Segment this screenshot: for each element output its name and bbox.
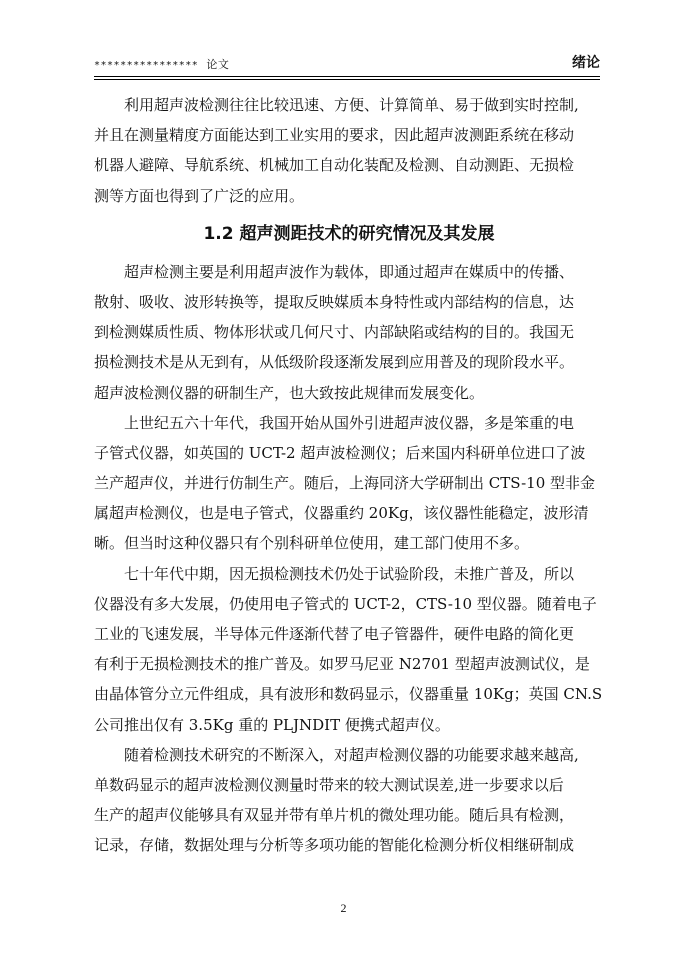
paragraph: [94, 559, 610, 740]
header-rule: [94, 76, 600, 77]
paragraph-line: 机器人避障、导航系统、机械加工自动化装配及检测、自动测距、无损检: [94, 156, 575, 175]
paragraph: [94, 90, 610, 211]
paragraph-line: 散射、吸收、波形转换等，提取反映媒质本身特性或内部结构的信息，达: [94, 292, 575, 311]
paragraph-line: 公司推出仅有 3.5Kg 重的 PLJNDIT 便携式超声仪。: [94, 715, 450, 734]
page-body: [94, 90, 610, 861]
section-body: [94, 257, 610, 861]
paragraph: [94, 408, 610, 559]
header-chapter-title: 绪论: [572, 55, 600, 71]
paragraph-line: 仪器没有多大发展，仍使用电子管式的 UCT-2，CTS-10 型仪器。随着电子: [94, 594, 597, 613]
paragraph-line: 测等方面也得到了广泛的应用。: [94, 186, 305, 205]
paragraph-line: 由晶体管分立元件组成，具有波形和数码显示，仪器重量 10Kg；英国 CN.S: [94, 685, 603, 704]
paragraph-line: 有利于无损检测技术的推广普及。如罗马尼亚 N2701 型超声波测试仪，是: [94, 655, 590, 674]
paragraph-line: 并且在测量精度方面能达到工业实用的要求，因此超声波测距系统在移动: [94, 126, 575, 145]
paragraph-line: 晰。但当时这种仪器只有个别科研单位使用，建工部门使用不多。: [94, 534, 530, 553]
paragraph-line: 超声波检测仪器的研制生产，也大致按此规律而发展变化。: [94, 383, 485, 402]
paragraph-line: 七十年代中期，因无损检测技术仍处于试验阶段，未推广普及，所以: [124, 564, 575, 583]
paragraph-line: 损检测技术是从无到有，从低级阶段逐渐发展到应用普及的现阶段水平。: [94, 353, 575, 372]
paragraph-line: 工业的飞速发展，半导体元件逐渐代替了电子管器件，硬件电路的简化更: [94, 625, 575, 643]
paragraph: [94, 740, 610, 861]
paragraph-line: 利用超声波检测往往比较迅速、方便、计算简单、易于做到实时控制,: [124, 96, 579, 114]
section-heading: 1.2 超声测距技术的研究情况及其发展: [203, 223, 495, 244]
paragraph-line: 记录，存储，数据处理与分析等多项功能的智能化检测分析仪相继研制成: [94, 836, 575, 855]
paragraph-line: 上世纪五六十年代，我国开始从国外引进超声波仪器，多是笨重的电: [124, 413, 575, 432]
paragraph-line: 超声检测主要是利用超声波作为载体，即通过超声在媒质中的传播、: [124, 262, 575, 281]
header-label: 论文: [206, 58, 230, 71]
header-rule-thin: [94, 79, 600, 80]
paragraph-line: 子管式仪器，如英国的 UCT-2 超声波检测仪；后来国内科研单位进口了波: [94, 443, 586, 462]
paragraph-line: 属超声检测仪，也是电子管式，仪器重约 20Kg，该仪器性能稳定，波形清: [94, 504, 589, 523]
paragraph-line: 兰产超声仪，并进行仿制生产。随后，上海同济大学研制出 CTS-10 型非金: [94, 474, 596, 493]
page-number: 2: [340, 901, 347, 915]
paragraph-line: 单数码显示的超声波检测仪测量时带来的较大测试误差,进一步要求以后: [94, 775, 564, 794]
paragraph-line: 生产的超声仪能够具有双显并带有单片机的微处理功能。随后具有检测，: [94, 806, 575, 825]
page-header: [94, 57, 600, 73]
header-left: [94, 57, 229, 74]
paragraph: [94, 257, 610, 408]
intro-paragraphs: [94, 90, 610, 211]
header-stars: ****************: [94, 60, 199, 71]
paragraph-line: 到检测媒质性质、物体形状或几何尺寸、内部缺陷或结构的目的。我国无: [94, 323, 575, 342]
paragraph-line: 随着检测技术研究的不断深入，对超声检测仪器的功能要求越来越高,: [124, 745, 579, 764]
